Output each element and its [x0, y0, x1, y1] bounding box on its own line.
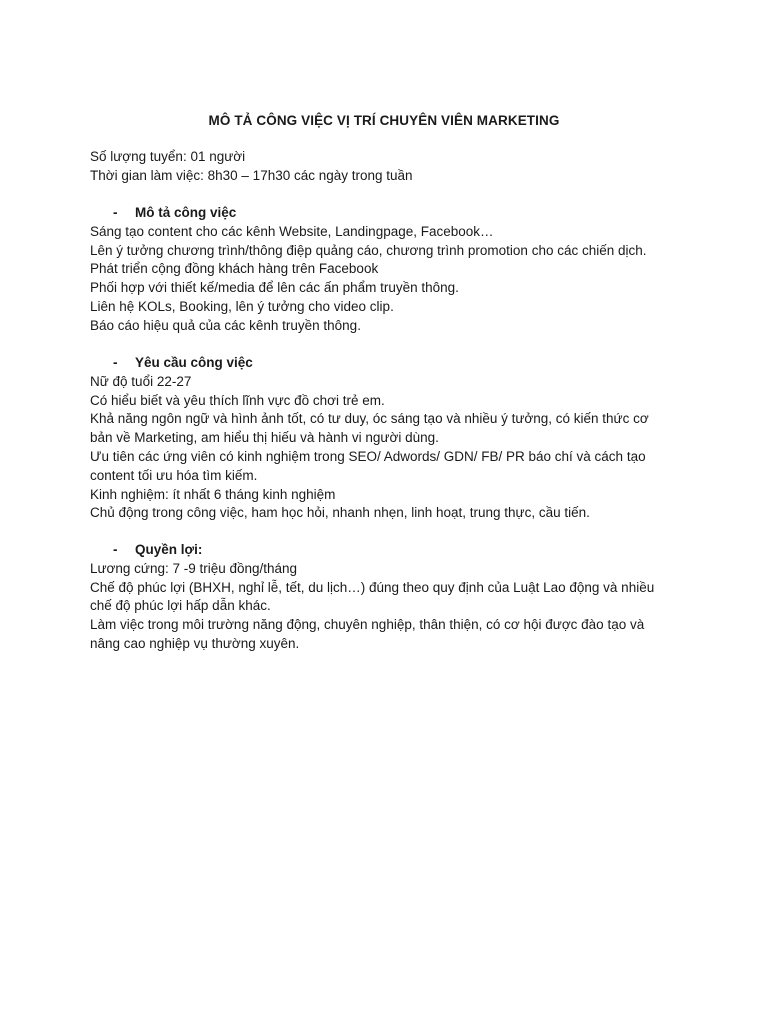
document-title: MÔ TẢ CÔNG VIỆC VỊ TRÍ CHUYÊN VIÊN MARKETING	[208, 113, 560, 128]
bullet-dash: -	[113, 205, 118, 220]
list-item: Nữ độ tuổi 22-27	[90, 373, 192, 389]
bullet-dash: -	[113, 355, 118, 370]
list-item: Lương cứng: 7 -9 triệu đồng/tháng	[90, 560, 298, 576]
list-item: Phối hợp với thiết kế/media để lên các ấn phẩm truyền thông.	[90, 280, 459, 296]
list-item: Chủ động trong công việc, ham học hỏi, nhanh nhẹn, linh hoạt, trung thực, cầu tiến.	[90, 505, 590, 521]
list-item: Phát triển cộng đồng khách hàng trên Facebook	[90, 261, 379, 277]
list-item: chế độ phúc lợi hấp dẫn khác.	[90, 598, 271, 614]
list-item: nâng cao nghiệp vụ thường xuyên.	[90, 635, 300, 651]
section-job-requirements	[90, 354, 690, 523]
section-heading-text: Mô tả công việc	[135, 205, 237, 220]
list-item: Làm việc trong môi trường năng động, chuyên nghiệp, thân thiện, có cơ hội được đào tạo và	[90, 617, 645, 633]
section-heading	[90, 354, 690, 373]
section-job-description	[90, 204, 690, 336]
list-item: bản về Marketing, am hiểu thị hiếu và hành vi người dùng.	[90, 430, 439, 446]
list-item: Khả năng ngôn ngữ và hình ảnh tốt, có tư duy, óc sáng tạo và nhiều ý tưởng, có kiến thức cơ	[90, 411, 649, 427]
list-item: Có hiểu biết và yêu thích lĩnh vực đồ chơi trẻ em.	[90, 392, 385, 408]
list-item: Chế độ phúc lợi (BHXH, nghỉ lễ, tết, du lịch…) đúng theo quy định của Luật Lao động và nhiều	[90, 579, 655, 595]
section-heading-text: Quyền lợi:	[135, 542, 203, 557]
section-heading	[90, 541, 690, 560]
section-heading-text: Yêu cầu công việc	[135, 355, 253, 370]
working-hours-line: Thời gian làm việc: 8h30 – 17h30 các ngày trong tuần	[90, 167, 413, 183]
list-item: Báo cáo hiệu quả của các kênh truyền thông.	[90, 317, 361, 333]
list-item: Kinh nghiệm: ít nhất 6 tháng kinh nghiệm	[90, 486, 336, 502]
list-item: Liên hệ KOLs, Booking, lên ý tưởng cho video clip.	[90, 298, 394, 314]
bullet-dash: -	[113, 542, 118, 557]
intro-block	[90, 148, 690, 186]
list-item: Ưu tiên các ứng viên có kinh nghiệm trong SEO/ Adwords/ GDN/ FB/ PR báo chí và cách tạo	[90, 448, 646, 464]
list-item: Sáng tạo content cho các kênh Website, Landingpage, Facebook…	[90, 223, 494, 239]
section-heading	[90, 204, 690, 223]
list-item: Lên ý tưởng chương trình/thông điệp quảng cáo, chương trình promotion cho các chiến dịch.	[90, 242, 647, 258]
section-benefits	[90, 541, 690, 654]
headcount-line: Số lượng tuyển: 01 người	[90, 149, 246, 164]
list-item: content tối ưu hóa tìm kiếm.	[90, 467, 258, 483]
